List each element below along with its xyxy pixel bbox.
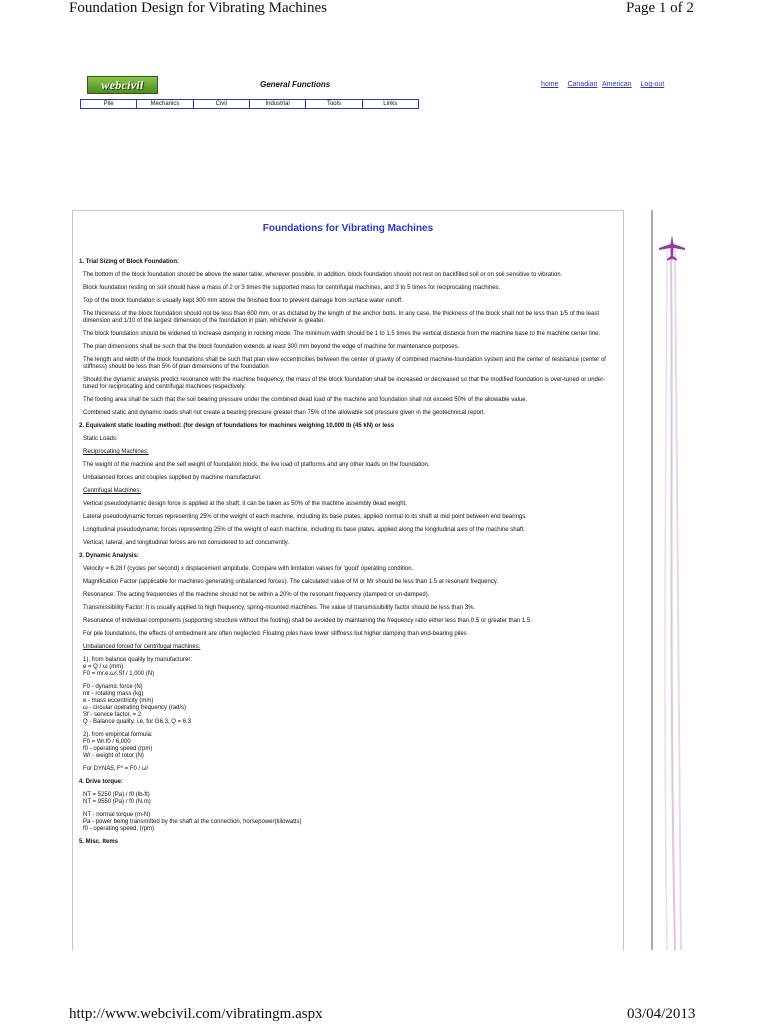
paragraph: Static Loads:	[83, 436, 118, 442]
formula-line: ω - circular operating frequency (rad/s)	[83, 705, 187, 711]
formula-line: e - mass eccentricity (mm)	[83, 698, 154, 704]
formula-line: f0 - operating speed, (rpm)	[83, 826, 155, 832]
section-heading: 3. Dynamic Analysis:	[79, 553, 139, 559]
paragraph: The plan dimensions shall be such that the block foundation extends at least 300 mm beyond the edge of machine for maintenance purposes.	[83, 344, 460, 350]
formula-line: F0 = mr.e.ω².Sf / 1,000 (N)	[83, 671, 155, 677]
formula-line: F0 - dynamic force (N)	[83, 684, 143, 690]
page-number: Page 1 of 2	[626, 0, 694, 16]
formula-line: NT - normal torque (m-N)	[83, 812, 151, 818]
paragraph: Block foundation resting on soil should have a mass of 2 or 3 times the supported mass for centrifugal machines, and 3 to 5 times for reciprocating machines.	[83, 285, 501, 291]
formula-line: F0 = Wr.f0 / 6,000	[83, 739, 131, 745]
formula-line: 1). from balance quality by manufacturer:	[83, 657, 193, 663]
paragraph: The footing area shall be such that the soil bearing pressure under the combined dead load of the machine and foundation shall not exceed 50% of the allowable value.	[83, 397, 528, 403]
page-url[interactable]: http://www.webcivil.com/vibratingm.aspx	[69, 1006, 323, 1022]
formula-line: f0 - operating speed (rpm)	[83, 746, 153, 752]
paragraph: Resonance of individual components (supporting structure without the footing) shall be avoided by maintaining the frequency ratio either less than 0.5 or greater than 1.5.	[83, 618, 532, 624]
formula-line: e = Q / ω (mm)	[83, 664, 124, 670]
formula-block	[83, 812, 615, 833]
section-heading: 1. Trial Sizing of Block Foundation:	[79, 259, 180, 265]
nav-industrial[interactable]: Industrial	[250, 100, 306, 108]
webcivil-logo[interactable]: webcivil	[87, 76, 158, 94]
section-heading: 4. Drive torque:	[79, 779, 124, 785]
paragraph: Velocity = 6.28 f (cycles per second) x displacement amplitude. Compare with limitation values for 'good' operating condition.	[83, 566, 414, 572]
paragraph: Unbalanced forces and couples supplied by machine manufacturer.	[83, 475, 262, 481]
nav-mechanics[interactable]: Mechanics	[137, 100, 193, 108]
contrail-art	[651, 210, 691, 950]
nav-tools[interactable]: Tools	[306, 100, 362, 108]
main-navbar	[80, 99, 419, 109]
content-frame	[72, 210, 624, 951]
paragraph: Combined static and dynamic loads shall not create a bearing pressure greater than 75% of the allowable soil pressure given in the geotechnical report.	[83, 410, 486, 416]
section-heading: 5. Misc. Items	[79, 839, 119, 845]
subheading: Reciprocating Machines:	[83, 449, 149, 455]
paragraph: The thickness of the block foundation should not be less than 600 mm, or as dictated by the length of the anchor bolts. In any case, the thickness of the block shall not be less than 1/5 of the least dimension and 1/10 of the largest dimension of the foundation in plan, whichever is greater.	[83, 311, 599, 324]
formula-block	[83, 684, 615, 726]
home-link[interactable]: home	[541, 81, 559, 88]
paragraph: Vertical pseudodynamic design force is applied at the shaft, it can be taken as 50% of the machine assembly dead weight.	[83, 501, 407, 507]
formula-line: For DYNA5, F* = F0 / ω²	[83, 766, 149, 772]
paragraph: Transmissibility Factor: It is usually applied to high frequency, spring-mounted machines. The value of transmissibility factor should be less than 3%.	[83, 605, 476, 611]
formula-line: NT = 9550 (Pa) / f0 (N.m)	[83, 799, 151, 805]
side-decoration	[651, 210, 691, 950]
paragraph: Vertical, lateral, and longitudinal forces are not considered to act concurrently.	[83, 540, 290, 546]
paragraph: Longitudinal pseudodynamic forces representing 25% of the weight of each machine, including its base plates, applied along the longitudinal axis of the machine shaft.	[83, 527, 525, 533]
content-body	[79, 255, 615, 852]
subheading: Centrifugal Machines:	[83, 488, 142, 494]
logout-link[interactable]: Log-out	[640, 81, 665, 88]
subheading: Unbalanced forced for centrifugal machines:	[83, 644, 201, 650]
formula-line: NT = 5250 (Pa) / f0 (lb-ft)	[83, 792, 150, 798]
print-date: 03/04/2013	[627, 1006, 696, 1022]
section-heading: 2. Equivalent static loading method: (for design of foundations for machines weighing 10,000 lb (45 kN) or less	[79, 423, 395, 429]
formula-line: Sf - service factor, = 2	[83, 712, 142, 718]
formula-block	[83, 792, 615, 806]
formula-line: Q - Balance quality, i.e. for G6.3, Q = 6.3	[83, 719, 192, 725]
paragraph: The weight of the machine and the self weight of foundation block, the live load of platforms and any other loads on the foundation.	[83, 462, 430, 468]
paragraph: Magnification Factor (applicable for machines generating unbalanced forces). The calculated value of M or Mr should be less than 1.5 at resonant frequency.	[83, 579, 499, 585]
airplane-icon	[658, 234, 686, 262]
paragraph: Lateral pseudodynamic forces representing 25% of the weight of each machine, including its base plates, applied normal to its shaft at mid point between end bearings.	[83, 514, 527, 520]
paragraph: Should the dynamic analysis predict resonance with the machine frequency, the mass of the block foundation shall be increased or decreased so that the modified foundation is over-tuned or under-tuned for reciprocating and centrifugal machines respectively.	[83, 377, 606, 390]
top-links	[541, 81, 671, 88]
paragraph: The bottom of the block foundation should be above the water table, wherever possible. In addition, block foundation should not rest on backfilled soil or on soil sensitive to vibration.	[83, 272, 563, 278]
formula-line: 2). from empirical formula:	[83, 732, 153, 738]
paragraph: Top of the block foundation is usually kept 300 mm above the finished floor to prevent damage from surface water runoff.	[83, 298, 403, 304]
nav-pile[interactable]: Pile	[81, 100, 137, 108]
nav-civil[interactable]: Civil	[194, 100, 250, 108]
formula-line: Wr - weight of rotor (N)	[83, 753, 144, 759]
paragraph: Resonance: The acting frequencies of the machine should not be within a 20% of the resonant frequency (damped or un-damped).	[83, 592, 430, 598]
document-title: Foundation Design for Vibrating Machines	[69, 0, 327, 16]
formula-block	[83, 732, 615, 760]
formula-line: mr - rotating mass (kg)	[83, 691, 144, 697]
formula-line: Pa - power being transmitted by the shaft at the connection, horsepower(kilowatts)	[83, 819, 302, 825]
canadian-link[interactable]: Canadian	[567, 81, 598, 88]
formula-block	[83, 657, 615, 678]
paragraph: The block foundation should be widened to increase damping in rocking mode. The minimum width should be 1 to 1.5 times the vertical distance from the machine base to the machine center line.	[83, 331, 601, 337]
formula-block	[83, 766, 615, 773]
section-label: General Functions	[260, 80, 331, 89]
american-link[interactable]: American	[602, 81, 632, 88]
content-title: Foundations for Vibrating Machines	[262, 223, 434, 234]
nav-links[interactable]: Links	[383, 101, 398, 107]
paragraph: For pile foundations, the effects of embedment are often neglected. Floating piles have lower stiffness but higher damping than end-bearing piles	[83, 631, 467, 637]
paragraph: The length and width of the block foundations shall be such that plan view eccentricities between the center of gravity of combined machine-foundation system and the center of resistance (center of stiffness) should be less than 5% of plan dimensions of the foundation	[83, 357, 606, 370]
